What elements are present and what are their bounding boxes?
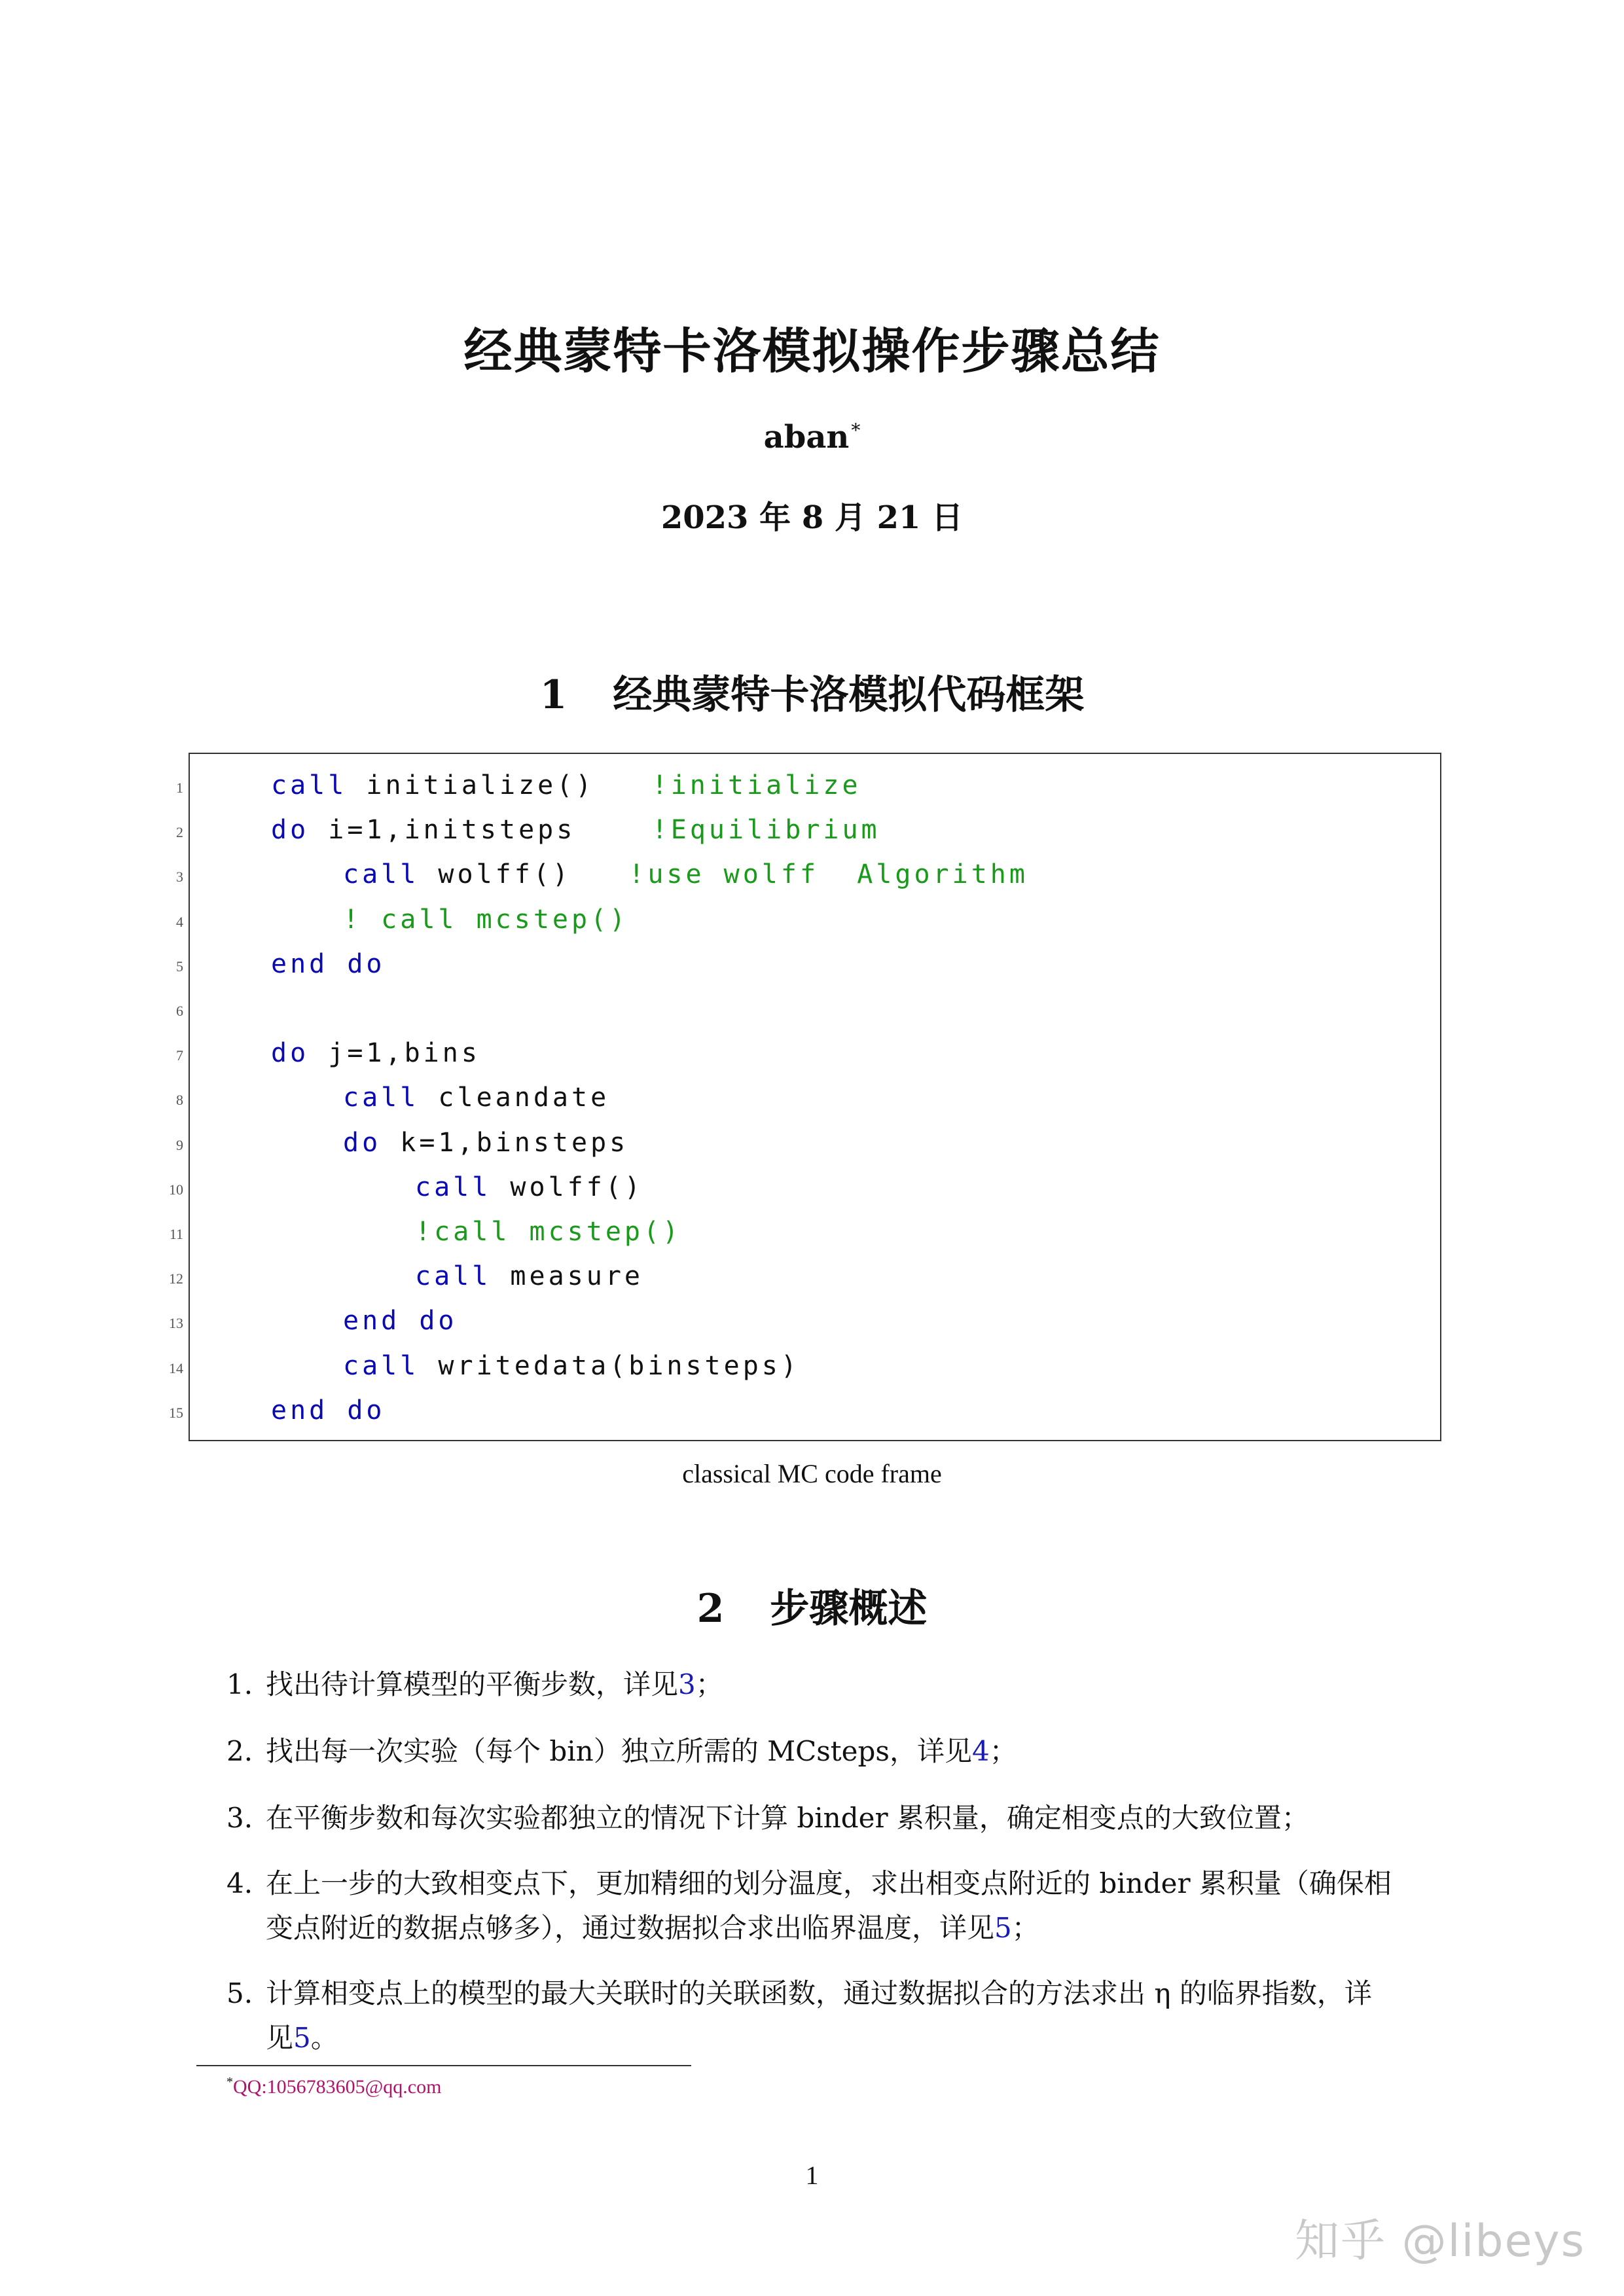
page-number: 1 xyxy=(805,2161,819,2190)
code-line xyxy=(343,1075,609,1120)
code-keyword: end do xyxy=(271,948,386,979)
code-line xyxy=(271,1388,386,1433)
list-item-number: 3. xyxy=(226,1802,253,1834)
list-item-text xyxy=(266,1662,1437,1707)
code-line-number: 12 xyxy=(169,1270,183,1287)
list-item-text xyxy=(266,1729,1437,1774)
code-line xyxy=(415,1165,643,1210)
list-item-line-text: 变点附近的数据点够多），通过数据拟合求出临界温度，详见 xyxy=(266,1912,995,1944)
code-keyword: do xyxy=(271,815,310,846)
section-title: 步骤概述 xyxy=(770,1586,928,1632)
list-item-line xyxy=(266,1906,1437,1950)
code-line-number: 2 xyxy=(176,824,183,841)
author-name: aban xyxy=(763,419,850,456)
code-keyword: call xyxy=(271,770,348,800)
list-item-line-end: ； xyxy=(1011,1912,1039,1944)
list-item-line-text: 找出每一次实验（每个 bin）独立所需的 MCsteps，详见 xyxy=(266,1735,972,1767)
code-text: initialize() xyxy=(347,770,652,800)
code-line xyxy=(271,808,880,852)
code-line xyxy=(415,1210,681,1254)
code-keyword: call xyxy=(343,859,420,890)
section-reference-link[interactable]: 5 xyxy=(994,1912,1012,1944)
list-item-line-end: 。 xyxy=(310,2022,338,2054)
section-number: 1 xyxy=(539,672,568,718)
list-item-line-text: 在上一步的大致相变点下，更加精细的划分温度，求出相变点附近的 binder 累积量（确保相 xyxy=(266,1867,1392,1899)
list-item-line-text: 计算相变点上的模型的最大关联时的关联函数，通过数据拟合的方法求出 η 的临界指数，详 xyxy=(266,1977,1372,2009)
list-item-line xyxy=(266,1796,1437,1840)
author-footnote-mark: * xyxy=(851,420,861,441)
section-number: 2 xyxy=(696,1586,725,1632)
code-line xyxy=(343,1344,800,1388)
footnote xyxy=(226,2075,441,2098)
list-item-text xyxy=(266,1971,1437,2060)
list-item-line-text: 在平衡步数和每次实验都独立的情况下计算 binder 累积量，确定相变点的大致位置； xyxy=(266,1802,1309,1834)
code-keyword: call xyxy=(415,1172,492,1202)
list-item-line xyxy=(266,1662,1437,1707)
list-item-number: 2. xyxy=(226,1735,253,1767)
code-line-number: 3 xyxy=(176,869,183,886)
list-item-text xyxy=(266,1796,1437,1840)
code-line-number: 8 xyxy=(176,1092,183,1109)
code-line xyxy=(343,1121,628,1165)
code-line-number: 13 xyxy=(169,1315,183,1332)
code-line-number: 6 xyxy=(176,1003,183,1019)
section-1-heading xyxy=(0,664,1624,720)
list-item-line xyxy=(266,1861,1437,1906)
code-text: writedata(binsteps) xyxy=(419,1350,800,1381)
code-comment: ! call mcstep() xyxy=(343,904,629,935)
code-line xyxy=(271,763,861,808)
code-text: measure xyxy=(491,1261,643,1292)
document-title: 经典蒙特卡洛模拟操作步骤总结 xyxy=(463,323,1161,380)
list-item-line-text: 见 xyxy=(266,2022,294,2054)
code-line-number: 4 xyxy=(176,913,183,930)
section-title: 经典蒙特卡洛模拟代码框架 xyxy=(613,672,1085,718)
list-item-line xyxy=(266,2016,1437,2060)
code-line-number: 5 xyxy=(176,958,183,975)
list-item-text xyxy=(266,1861,1437,1950)
code-comment: !call mcstep() xyxy=(415,1217,682,1247)
code-line xyxy=(343,1299,458,1343)
section-reference-link[interactable]: 4 xyxy=(971,1735,990,1767)
section-2-heading xyxy=(0,1577,1624,1634)
list-item-line xyxy=(266,1971,1437,2016)
document-date: 2023 年 8 月 21 日 xyxy=(660,499,964,536)
code-text: wolff() xyxy=(419,859,629,890)
code-comment: !initialize xyxy=(651,770,861,800)
list-item-line-text: 找出待计算模型的平衡步数，详见 xyxy=(266,1668,679,1700)
code-line-number: 9 xyxy=(176,1136,183,1153)
code-keyword: do xyxy=(271,1038,310,1069)
footnote-divider xyxy=(196,2065,691,2066)
code-line-number: 1 xyxy=(176,780,183,796)
list-item-line xyxy=(266,1729,1437,1774)
author-line xyxy=(0,419,1624,456)
list-item-number: 1. xyxy=(226,1668,253,1700)
watermark: 知乎 @libeys xyxy=(1295,2215,1586,2267)
code-line xyxy=(271,1031,480,1075)
code-text: wolff() xyxy=(491,1172,643,1202)
code-line xyxy=(271,942,386,986)
code-line-number: 7 xyxy=(176,1047,183,1064)
code-line xyxy=(343,897,628,942)
list-item-line-end: ； xyxy=(989,1735,1017,1767)
code-line-number: 15 xyxy=(169,1404,183,1421)
code-keyword: call xyxy=(415,1261,492,1292)
footnote-email-link[interactable]: QQ:1056783605@qq.com xyxy=(233,2076,442,2098)
section-reference-link[interactable]: 5 xyxy=(293,2022,311,2054)
code-keyword: end do xyxy=(271,1395,386,1426)
code-comment: !Equilibrium xyxy=(651,815,880,846)
code-text: cleandate xyxy=(419,1083,610,1113)
code-comment: !use wolff Algorithm xyxy=(628,859,1028,890)
code-keyword: call xyxy=(343,1350,420,1381)
section-reference-link[interactable]: 3 xyxy=(678,1668,696,1700)
code-keyword: call xyxy=(343,1083,420,1113)
code-text: i=1,initsteps xyxy=(309,815,652,846)
code-text: k=1,binsteps xyxy=(381,1127,629,1158)
code-text: j=1,bins xyxy=(309,1038,480,1069)
code-caption: classical MC code frame xyxy=(682,1459,942,1488)
code-line xyxy=(415,1254,643,1299)
code-keyword: do xyxy=(343,1127,382,1158)
list-item-line-end: ； xyxy=(695,1668,723,1700)
list-item-number: 5. xyxy=(226,1977,253,2009)
footnote-mark: * xyxy=(226,2075,233,2089)
code-line xyxy=(343,852,1028,897)
code-line-number: 10 xyxy=(169,1181,183,1198)
code-line-number: 11 xyxy=(169,1226,183,1242)
code-keyword: end do xyxy=(343,1306,458,1336)
code-line-number: 14 xyxy=(169,1359,183,1376)
list-item-number: 4. xyxy=(226,1867,253,1899)
